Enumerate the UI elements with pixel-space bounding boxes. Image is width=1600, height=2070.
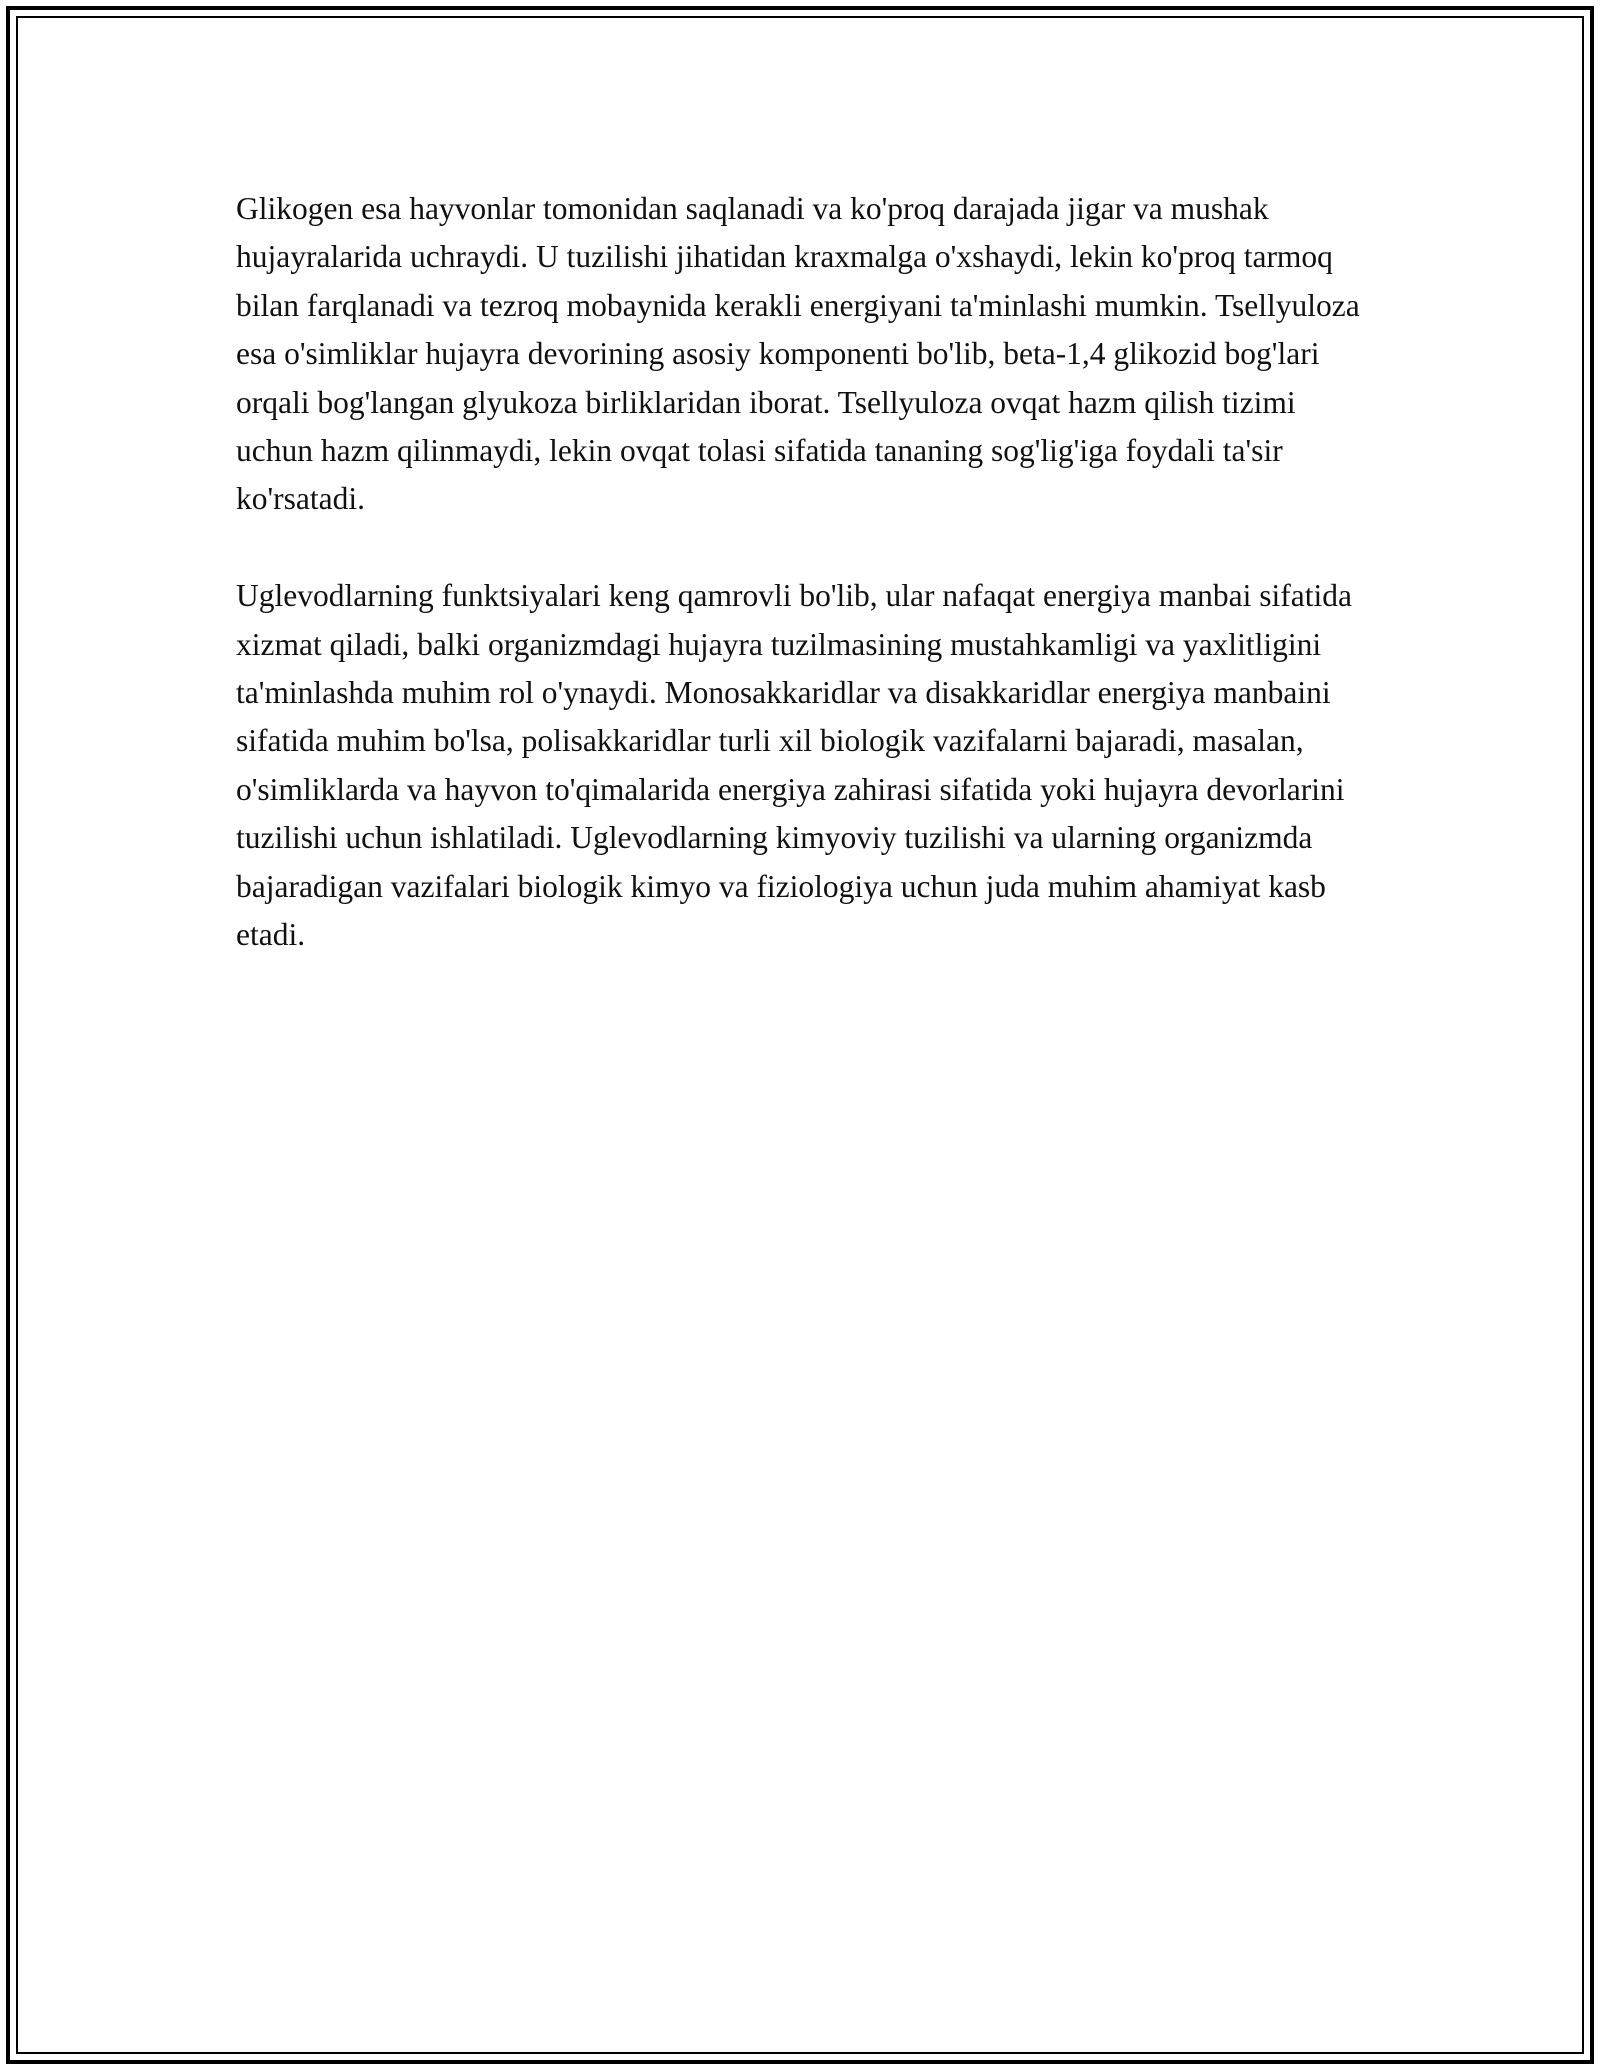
document-body bbox=[236, 185, 1371, 1008]
paragraph: Uglevodlarning funktsiyalari keng qamrovli bo'lib, ular nafaqat energiya manbai sifatida xizmat qiladi, balki organizmdagi hujayra tuzilmasining mustahkamligi va yaxlitligini ta'minlashda muhim rol o'ynaydi. Monosakkaridlar va disakkaridlar energiya manbaini sifatida muhim bo'lsa, polisakkaridlar turli xil biologik vazifalarni bajaradi, masalan, o'simliklarda va hayvon to'qimalarida energiya zahirasi sifatida yoki hujayra devorlarini tuzilishi uchun ishlatiladi. Uglevodlarning kimyoviy tuzilishi va ularning organizmda bajaradigan vazifalari biologik kimyo va fiziologiya uchun juda muhim ahamiyat kasb etadi. bbox=[236, 578, 1353, 953]
paragraph: Glikogen esa hayvonlar tomonidan saqlanadi va ko'proq darajada jigar va mushak hujayralarida uchraydi. U tuzilishi jihatidan kraxmalga o'xshaydi, lekin ko'proq tarmoq bilan farqlanadi va tezroq mobaynida kerakli energiyani ta'minlashi mumkin. Tsellyuloza esa o'simliklar hujayra devorining asosiy komponenti bo'lib, beta-1,4 glikozid bog'lari orqali bog'langan glyukoza birliklaridan iborat. Tsellyuloza ovqat hazm qilish tizimi uchun hazm qilinmaydi, lekin ovqat tolasi sifatida tananing sog'lig'iga foydali ta'sir ko'rsatadi. bbox=[236, 191, 1360, 517]
